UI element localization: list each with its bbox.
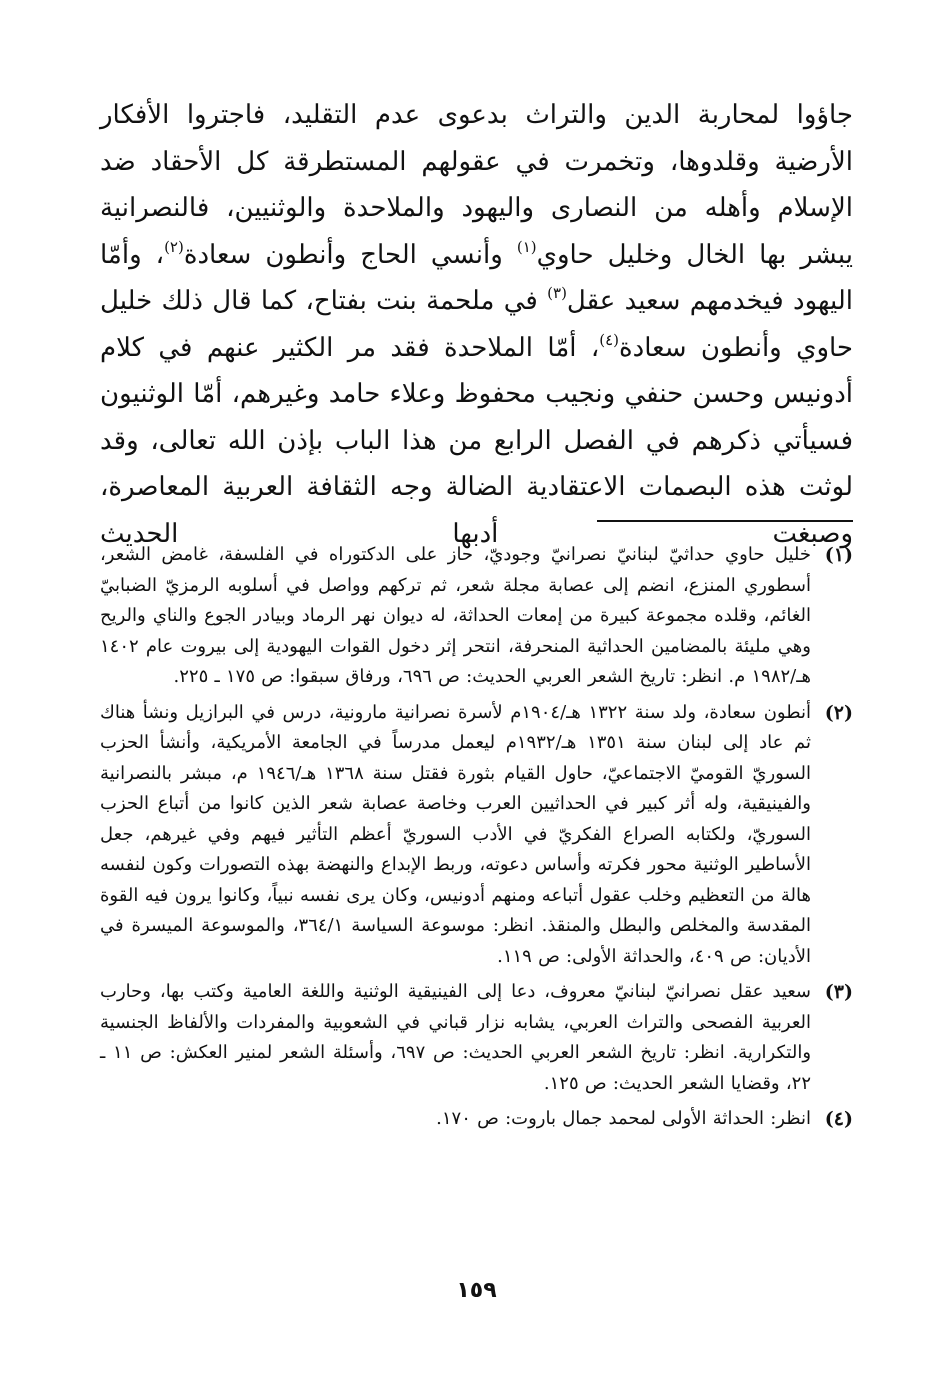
footnote-ref-2[interactable]: (٢) [164,237,184,256]
footnote-number: (٤) [824,1108,853,1130]
body-segment-4: في ملحمة بنت بفتاح، كما قال ذلك خليل حاوي وأنطون سعادة [100,286,853,363]
body-segment-1: جاؤوا لمحاربة الدين والتراث بدعوى عدم التقليد، فاجتروا الأفكار الأرضية وقلدوها، وتخمرت في عقولهم المستطرقة كل الأحقاد ضد الإسلام وأهله من النصارى واليهود والملاحدة والوثنيين، فالنصرانية يبشر بها الخال وخليل حاوي [100,100,853,270]
footnote-text: خليل حاوي حداثيّ لبنانيّ نصرانيّ وجوديّ، حاز على الدكتوراه في الفلسفة، غامض الشعر، أسطوري المنزع، انضم إلى عصابة مجلة شعر، ثم تركهم وواصل في أسلوبه الرمزيّ الضبابيّ الغائم، وقلده مجموعة كبيرة من إمعات الحداثة، له ديوان نهر الرماد وبيادر الجوع والناي والريح وهي مليئة بالمضامين الحداثية المنحرفة، انتحر إثر دخول القوات اليهودية إلى بيروت عام ١٤٠٢ هـ/١٩٨٢ م. انظر: تاريخ الشعر العربي الحديث: ص ٦٩٦، ورفاق سبقوا: ص ١٧٥ ـ ٢٢٥. [100,544,811,687]
footnote-separator [597,520,853,522]
footnote-number: (١) [824,544,853,566]
footnote-number: (٣) [824,981,853,1003]
book-page [100,92,853,1352]
footnote-text: سعيد عقل نصرانيّ لبنانيّ معروف، دعا إلى الفينيقية الوثنية واللغة العامية وكتب بها، وحارب العربية الفصحى والتراث العربي، يشابه نزار قباني في الشعوبية والمفردات والألفاظ الجنسية والتكرارية. انظر: تاريخ الشعر العربي الحديث: ص ٦٩٧، وأسئلة الشعر لمنير العكش: ص ١١ ـ ٢٢، وقضايا الشعر الحديث: ص ١٢٥. [100,981,812,1094]
footnote-item [100,977,853,1099]
footnote-text: أنطون سعادة، ولد سنة ١٣٢٢ هـ/١٩٠٤م لأسرة نصرانية مارونية، درس في البرازيل ونشأ هناك ثم عاد إلى لبنان سنة ١٣٥١ هـ/١٩٣٢م ليعمل مدرساً في الجامعة الأمريكية، وأنشأ الحزب السوريّ القوميّ الاجتماعيّ، حاول القيام بثورة فقتل سنة ١٣٦٨ هـ/١٩٤٦ م، مبشر بالنصرانية والفينيقية، وله أثر كبير في الحداثيين العرب وخاصة عصابة شعر الذين كانوا من أتباع الحزب السوريّ، ولكتابه الصراع الفكريّ في الأدب السوريّ أعظم التأثير فيهم وفي غيرهم، جعل الأساطير الوثنية محور فكرته وأساس دعوته، وربط الإبداع والنهضة بهذه التصورات وكون لنفسه هالة من التعظيم وخلب عقول أتباعه ومنهم أدونيس، وكان يرى نفسه نبياً، وكانوا يرون فيه القوة المقدسة والمخلص والبطل والمنقذ. انظر: موسوعة السياسة ٣٦٤/١، والموسوعة الميسرة في الأديان: ص ٤٠٩، والحداثة الأولى: ص ١١٩. [100,701,812,967]
main-paragraph [100,92,853,557]
footnotes-list [100,540,853,1140]
footnote-item [100,1104,853,1135]
footnote-ref-4[interactable]: (٤) [599,330,620,349]
footnote-text: انظر: الحداثة الأولى لمحمد جمال باروت: ص ١٧٠. [436,1108,811,1129]
footnote-ref-1[interactable]: (١) [516,237,537,256]
footnote-item [100,540,853,693]
footnote-ref-3[interactable]: (٣) [547,284,567,302]
page-number: ١٥٩ [456,1278,497,1303]
body-segment-2: وأنسي الحاج وأنطون سعادة [183,239,517,270]
footnote-number: (٢) [824,701,853,724]
footnote-item [100,698,853,973]
body-segment-5: ، أمّا الملاحدة فقد مر الكثير عنهم في كلام أدونيس وحسن حنفي ونجيب محفوظ وعلاء حامد وغيرهم، أمّا الوثنيون فسيأتي ذكرهم في الفصل الرابع من هذا الباب بإذن الله تعالى، وقد لوثت هذه البصمات الاعتقادية الضالة وجه الثقافة العربية المعاصرة، وصبغت أدبها الحديث [100,332,853,549]
body-segment-3: ، وأمّا اليهود فيخدمهم سعيد عقل [100,239,853,316]
